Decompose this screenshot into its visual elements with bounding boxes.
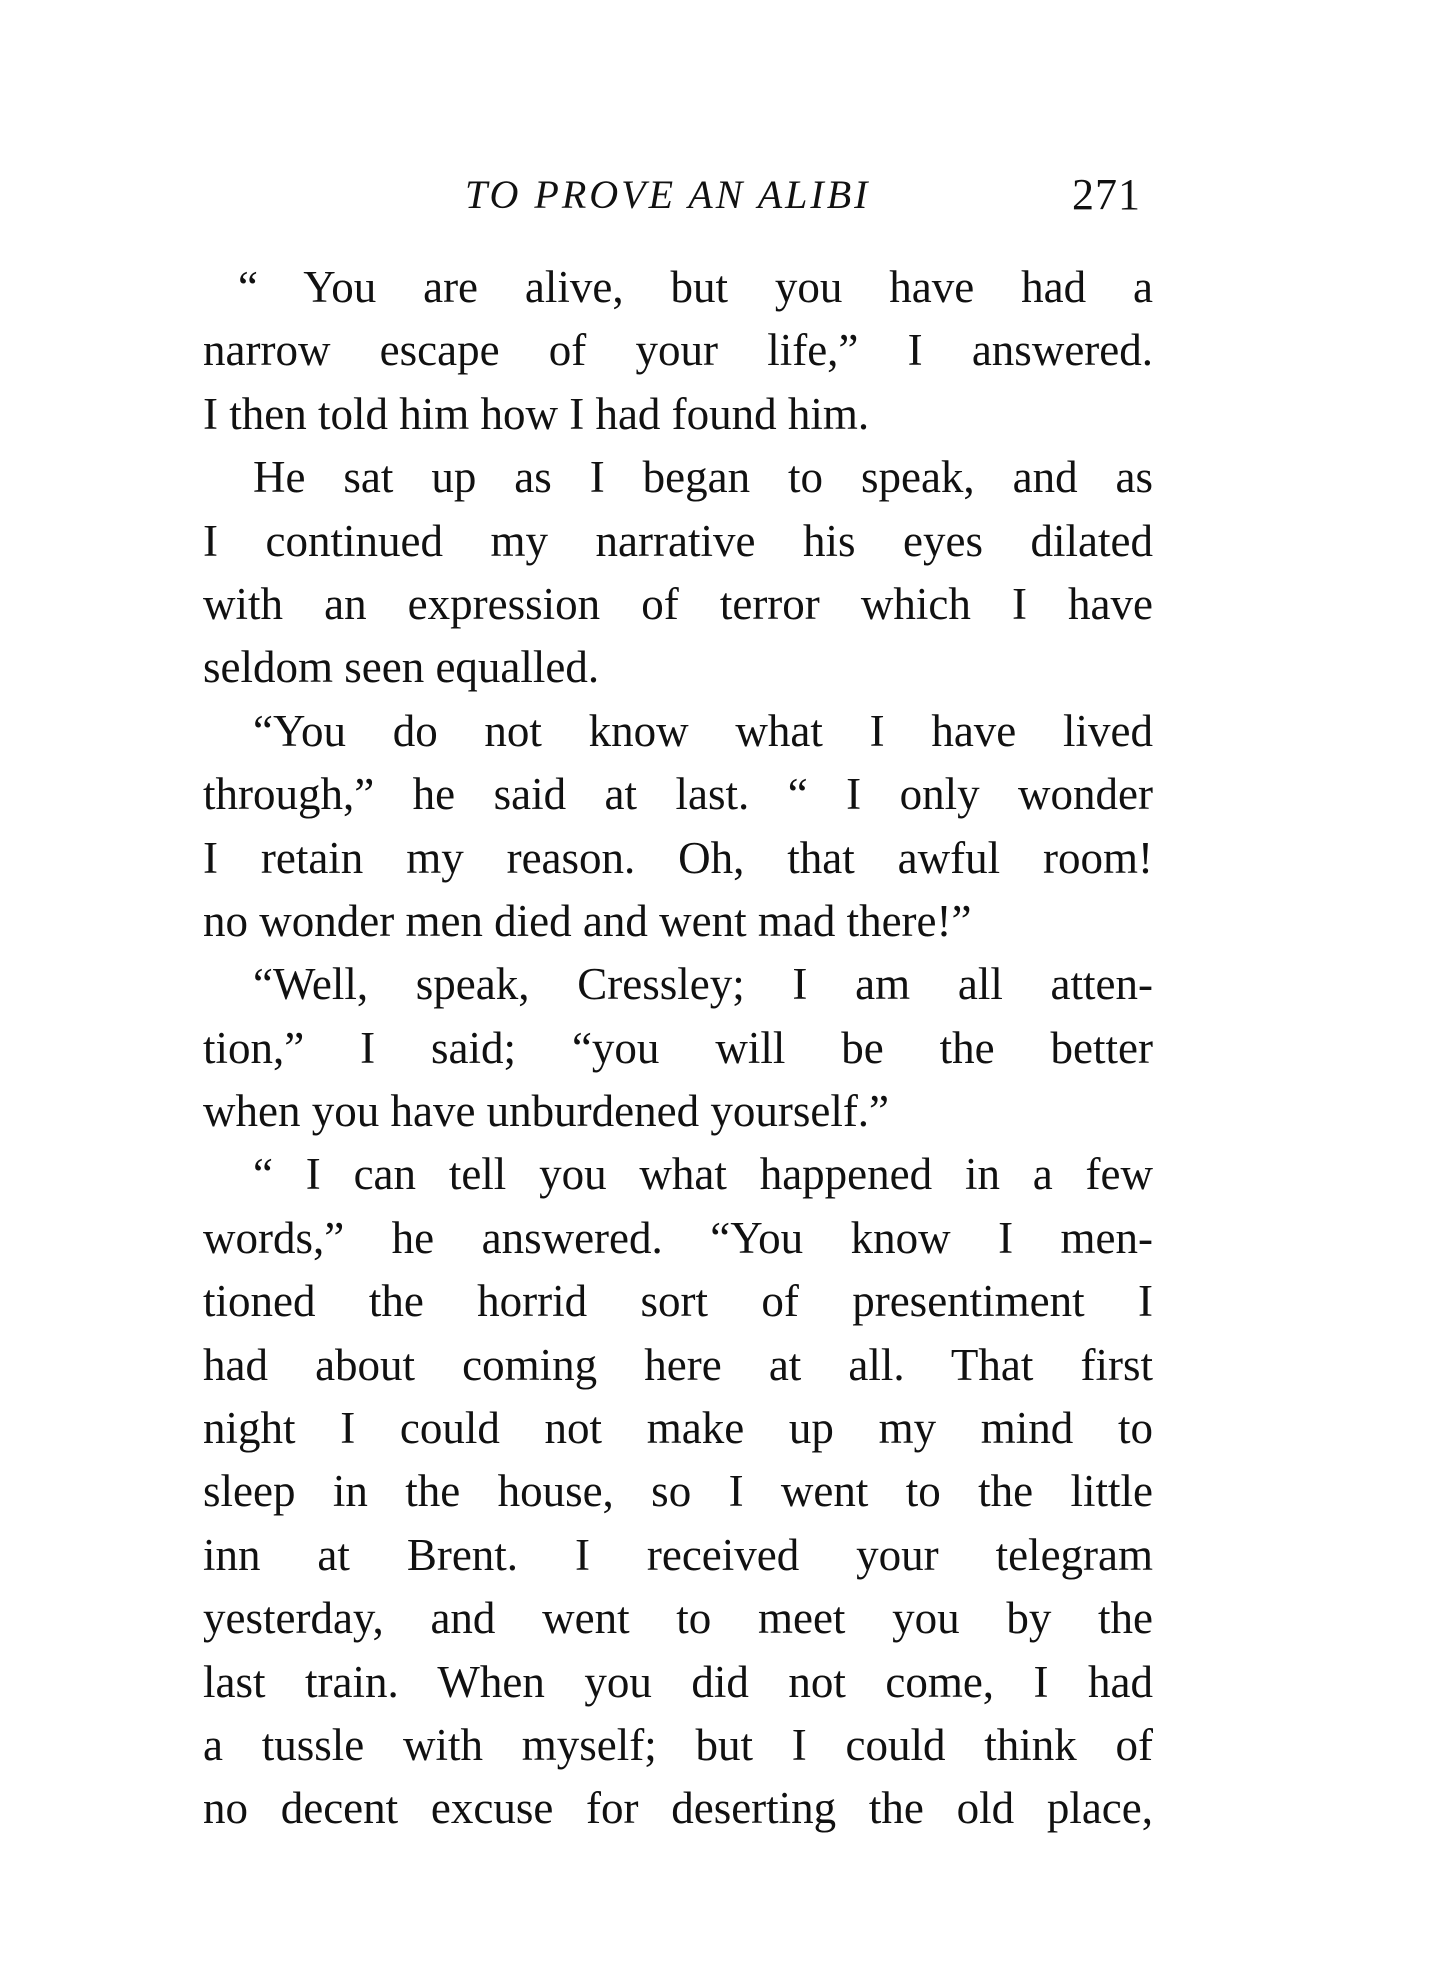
body-text [203, 256, 1153, 1841]
text-line: tion,” I said; “you will be the better [203, 1022, 1153, 1073]
running-title: TO PROVE AN ALIBI [465, 172, 871, 217]
text-line: He sat up as I began to speak, and as [253, 452, 1153, 503]
text-line: “ I can tell you what happened in a few [253, 1149, 1153, 1200]
text-line: a tussle with myself; but I could think of [203, 1719, 1153, 1770]
text-line: I retain my reason. Oh, that awful room! [203, 832, 1153, 883]
text-line: last train. When you did not come, I had [203, 1656, 1153, 1707]
text-line: “ You are alive, but you have had a [238, 262, 1153, 312]
text-line: words,” he answered. “You know I men- [203, 1212, 1153, 1263]
text-line: no wonder men died and went mad there!” [203, 895, 972, 946]
text-line: I then told him how I had found him. [203, 388, 870, 439]
text-line: night I could not make up my mind to [203, 1403, 1153, 1454]
text-line: had about coming here at all. That first [203, 1339, 1153, 1390]
text-line: “You do not know what I have lived [253, 705, 1153, 756]
running-head [0, 165, 1429, 225]
text-line: narrow escape of your life,” I answered. [203, 325, 1153, 376]
text-line: when you have unburdened yourself.” [203, 1086, 890, 1137]
text-line: yesterday, and went to meet you by the [203, 1593, 1153, 1644]
text-line: I continued my narrative his eyes dilated [203, 515, 1153, 566]
text-line: sleep in the house, so I went to the little [203, 1466, 1153, 1517]
text-line: tioned the horrid sort of presentiment I [203, 1276, 1153, 1327]
page-number: 271 [1072, 170, 1141, 219]
text-line: inn at Brent. I received your telegram [203, 1529, 1153, 1580]
text-line: “Well, speak, Cressley; I am all atten- [253, 959, 1153, 1010]
text-line: with an expression of terror which I have [203, 578, 1153, 629]
text-line: no decent excuse for deserting the old place, [203, 1783, 1153, 1834]
text-line: through,” he said at last. “ I only wonder [203, 769, 1153, 820]
text-line: seldom seen equalled. [203, 642, 600, 693]
